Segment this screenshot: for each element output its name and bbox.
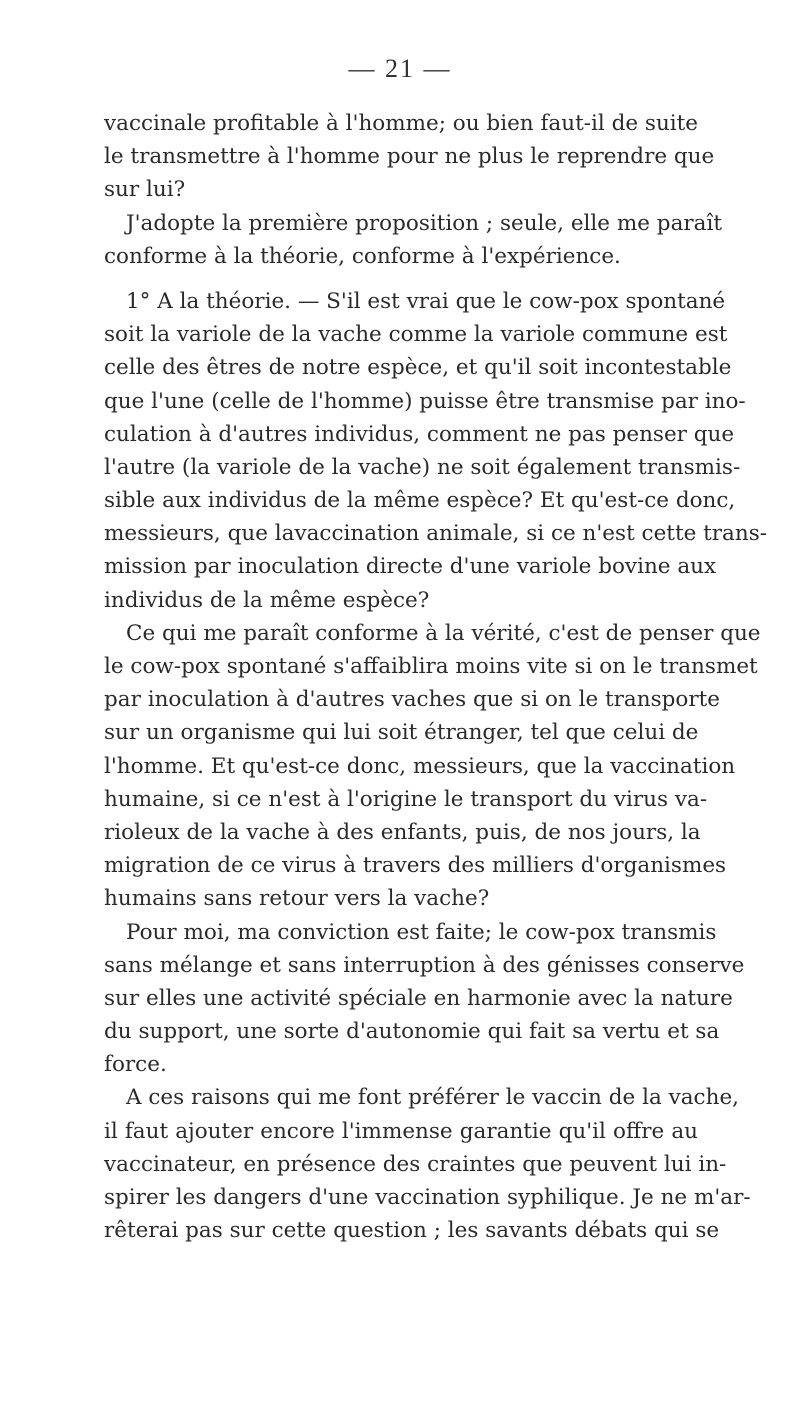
text-line: conforme à la théorie, conforme à l'expérience. (104, 243, 621, 269)
text-line: sur un organisme qui lui soit étranger, tel que celui de (104, 720, 699, 746)
text-line: soit la variole de la vache comme la variole commune est (104, 322, 728, 348)
text-line: migration de ce virus à travers des milliers d'organismes (104, 853, 727, 879)
text-line: Ce qui me paraît conforme à la vérité, c'est de penser que (126, 620, 761, 646)
text-line: l'homme. Et qu'est-ce donc, messieurs, que la vaccination (104, 753, 736, 779)
text-line: humaine, si ce n'est à l'origine le transport du virus va- (104, 786, 708, 812)
text-line: sur elles une activité spéciale en harmonie avec la nature (104, 985, 733, 1011)
text-line: rioleux de la vache à des enfants, puis, de nos jours, la (104, 819, 701, 845)
text-line: sans mélange et sans interruption à des génisses conserve (104, 952, 745, 978)
text-line: 1° A la théorie. — S'il est vrai que le cow-pox spontané (126, 288, 726, 314)
body-text (104, 107, 768, 1247)
text-line: du support, une sorte d'autonomie qui fait sa vertu et sa (104, 1019, 720, 1045)
text-line: il faut ajouter encore l'immense garantie qu'il offre au (104, 1118, 698, 1144)
text-line: le transmettre à l'homme pour ne plus le reprendre que (104, 144, 715, 170)
text-line: vaccinale profitable à l'homme; ou bien faut-il de suite (104, 111, 699, 136)
text-line: J'adopte la première proposition ; seule, elle me paraît (126, 210, 722, 236)
text-line: messieurs, que lavaccination animale, si ce n'est cette trans- (104, 521, 768, 547)
text-line: force. (104, 1052, 167, 1078)
text-line: vaccinateur, en présence des craintes que peuvent lui in- (104, 1151, 727, 1177)
text-line: sur lui? (104, 177, 186, 203)
text-line: celle des êtres de notre espèce, et qu'il soit incontestable (104, 355, 732, 381)
text-line: spirer les dangers d'une vaccination syphilique. Je ne m'ar- (104, 1185, 751, 1210)
page-number: — 21 — (348, 54, 452, 83)
text-line: sible aux individus de la même espèce? Et qu'est-ce donc, (104, 488, 736, 514)
text-line: A ces raisons qui me font préférer le vaccin de la vache, (126, 1085, 740, 1111)
text-line: individus de la même espèce? (104, 587, 430, 613)
paragraph-gap (104, 273, 698, 285)
text-line: mission par inoculation directe d'une variole bovine aux (104, 554, 717, 580)
text-line: culation à d'autres individus, comment ne pas penser que (104, 421, 735, 447)
text-line: rêterai pas sur cette question ; les savants débats qui se (104, 1218, 720, 1244)
text-line: le cow-pox spontané s'affaiblira moins vite si on le transmet (104, 654, 758, 679)
text-line: par inoculation à d'autres vaches que si on le transporte (104, 687, 720, 713)
text-line: l'autre (la variole de la vache) ne soit également transmis- (104, 454, 741, 480)
text-line: que l'une (celle de l'homme) puisse être transmise par ino- (104, 388, 746, 414)
text-line: humains sans retour vers la vache? (104, 886, 490, 912)
text-line: Pour moi, ma conviction est faite; le cow-pox transmis (126, 919, 717, 945)
